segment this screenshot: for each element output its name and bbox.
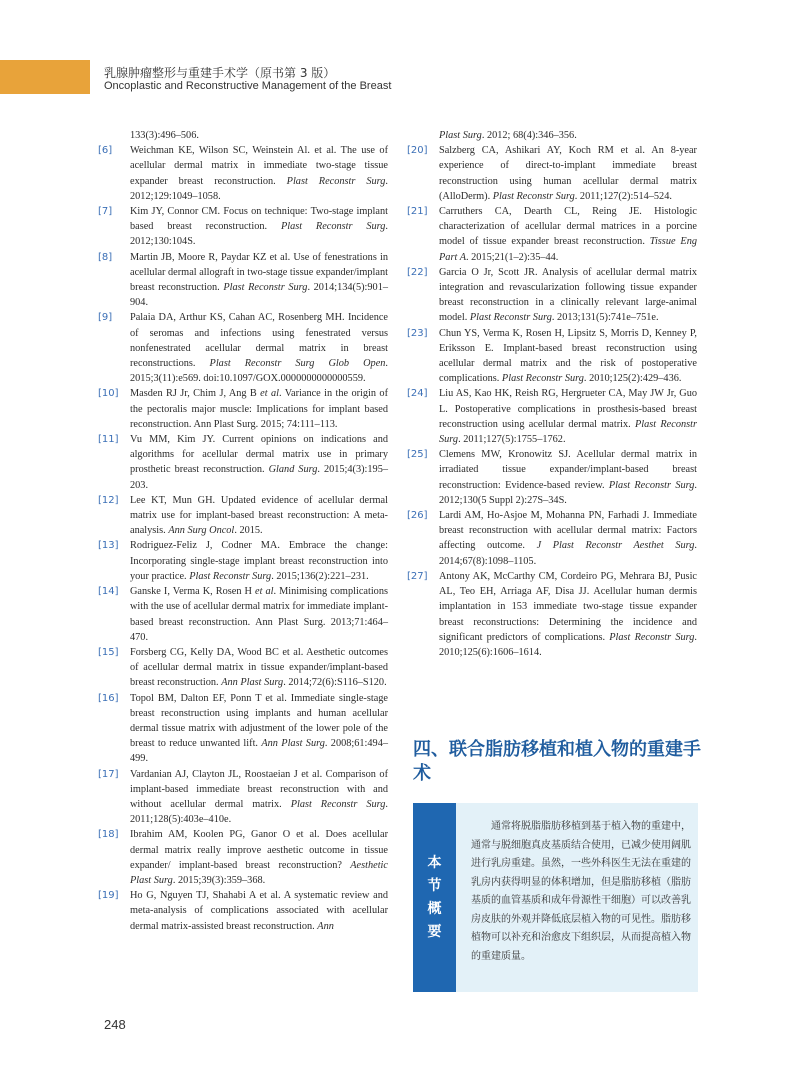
reference-number: [17] — [98, 768, 119, 780]
reference-item — [98, 143, 388, 204]
reference-journal: Plast Surg — [439, 130, 482, 141]
reference-number: [22] — [407, 266, 428, 278]
reference-number: [13] — [98, 540, 119, 552]
reference-text — [130, 829, 388, 886]
summary-text: 通常将脱脂脂肪移植到基于植入物的重建中，通常与脱细胞真皮基质结合使用，已减少使用阔肌进行乳房重建。虽然，一些外科医生无法在重建的乳房内获得明显的体积增加，但是脂肪移植（脂肪基质的血管基质和成年骨源性干细胞）可以改善乳房皮肤的外观并降低底层植入物的可见性。脂肪移植物可以补充和治愈皮下组织层，从而提高植入物的重建质量。 — [471, 821, 691, 962]
reference-journal: Plast Reconstr Surg — [280, 221, 386, 233]
summary-label-char: 节 — [427, 877, 442, 894]
summary-label-char: 概 — [427, 900, 442, 917]
reference-number: [26] — [407, 510, 428, 522]
reference-authors-title: Lee KT, Mun GH. Updated evidence of acellular dermal matrix use for implant-based breast reconstruction: A meta-analysis. — [130, 494, 388, 537]
reference-tail: . 2015;4(3):195–203. — [130, 464, 389, 491]
reference-journal: Plast Reconstr Surg — [492, 190, 575, 202]
reference-column-right — [407, 128, 697, 660]
reference-number: [27] — [407, 570, 428, 582]
reference-authors-title: Vu MM, Kim JY. Current opinions on indications and algorithms for acellular dermal matrix use in primary prosthetic breast reconstruction. — [130, 434, 388, 476]
reference-text — [130, 890, 388, 931]
reference-item — [98, 691, 388, 767]
reference-item — [98, 493, 388, 539]
summary-label-char: 本 — [427, 854, 442, 871]
reference-journal: J Plast Reconstr Aesthet Surg — [536, 540, 695, 552]
reference-journal: Plast Reconstr Surg — [223, 282, 308, 294]
reference-number: [18] — [98, 829, 119, 841]
reference-authors-title: Lardi AM, Ho-Asjoe M, Mohanna PN, Farhadi J. Immediate breast reconstruction with acellular dermal matrix: Factors affecting outcome. — [439, 510, 697, 552]
running-header-english: Oncoplastic and Reconstructive Management of the Breast — [104, 80, 392, 92]
reference-journal: Plast Reconstr Surg — [608, 479, 695, 491]
reference-number: [20] — [407, 145, 428, 157]
reference-tail: . 2011;127(5):1755–1762. — [458, 434, 566, 446]
reference-number: [7] — [98, 206, 113, 218]
reference-tail: . 2012;129:1049–1058. — [130, 175, 388, 202]
reference-text — [439, 267, 697, 324]
reference-text — [130, 693, 388, 765]
reference-list-left — [98, 143, 389, 934]
reference-tail: . 2013;131(5):741e–751e. — [551, 312, 659, 324]
reference-item — [407, 569, 697, 660]
reference-journal: Ann Plast Surg — [221, 677, 284, 689]
reference-number: [8] — [98, 251, 113, 263]
reference-number: [10] — [98, 388, 119, 400]
reference-journal: Gland Surg — [268, 464, 318, 476]
reference-authors-title: Antony AK, McCarthy CM, Cordeiro PG, Mehrara BJ, Pusic AL, Teo EH, Arriaga AF, Disa JJ. Acellular human dermis implantation in 153 immediate two-stage tissue expander breast reconstructions: Determining the incidence and significant predictors of complications. — [439, 570, 697, 643]
reference-authors-title: Kim JY, Connor CM. Focus on technique: Two-stage implant based breast reconstruction. — [130, 206, 388, 233]
reference-authors-title: Masden RJ Jr, Chim J, Ang B — [130, 388, 261, 400]
reference-authors-title: Palaia DA, Arthur KS, Cahan AC, Rosenberg MH. Incidence of seromas and infections using fenestrated versus nonfenestrated acellular dermal matrix in breast reconstructions. — [130, 312, 388, 370]
reference-number: [19] — [98, 890, 119, 902]
reference-item — [98, 310, 388, 386]
reference-item — [98, 645, 388, 691]
reference-tail: . Variance in the origin of the pectoralis major muscle: Implications for implant based reconstruction. Ann Plast Surg. 2015; 74:111–113. — [130, 388, 388, 430]
reference-tail: . 2015. — [234, 525, 263, 537]
header-tab-decoration — [0, 60, 90, 94]
reference-continuation: 133(3):496–506. — [130, 130, 199, 141]
reference-number: [9] — [98, 312, 113, 324]
reference-item — [98, 250, 388, 311]
reference-column-left — [98, 128, 389, 934]
reference-item — [407, 265, 697, 326]
reference-tail: . 2014;134(5):901–904. — [130, 282, 388, 309]
reference-journal: Plast Reconstr Surg — [439, 418, 697, 446]
reference-item — [98, 432, 389, 493]
reference-journal: Ann Surg Oncol — [168, 525, 235, 537]
reference-tail: . 2014;67(8):1098–1105. — [439, 540, 697, 567]
reference-tail: . 2012;130:104S. — [130, 221, 388, 248]
reference-tail: . 2015;39(3):359–368. — [172, 874, 266, 886]
reference-text — [130, 252, 388, 309]
reference-tail: . 2011;128(5):403e–410e. — [130, 798, 388, 826]
reference-item — [407, 204, 697, 265]
reference-authors-title: Topol BM, Dalton EF, Ponn T et al. Immediate single-stage breast reconstruction using implants and human acellular dermal tissue matrix with adjustment of the lower pole of the breast to reduce unwanted lift. — [130, 692, 388, 750]
reference-authors-title: Liu AS, Kao HK, Reish RG, Hergrueter CA, May JW Jr, Guo L. Postoperative complications in prosthesis-based breast reconstruction using acellular dermal matrix. — [439, 388, 697, 430]
reference-tail: . 2012; 68(4):346–356. — [481, 130, 577, 141]
reference-number: [14] — [98, 586, 119, 598]
reference-item — [98, 767, 388, 828]
reference-tail: . 2011;127(2):514–524. — [574, 190, 672, 202]
reference-journal: Plast Reconstr Surg — [286, 175, 386, 187]
reference-journal: et al — [260, 388, 279, 400]
reference-authors-title: Vardanian AJ, Clayton JL, Roostaeian J et al. Comparison of implant-based immediate breast reconstruction with and without acellular dermal matrix. — [130, 768, 388, 810]
reference-number: [12] — [98, 494, 119, 506]
reference-authors-title: Ganske I, Verma K, Rosen H — [130, 586, 256, 598]
reference-text — [130, 540, 388, 581]
reference-authors-title: Carruthers CA, Dearth CL, Reing JE. Histologic characterization of acellular dermal matrices in a porcine model of tissue expander breast reconstruction. — [439, 206, 697, 248]
reference-journal: Plast Reconstr Surg Glob Open — [209, 358, 386, 370]
reference-item — [98, 538, 388, 584]
reference-authors-title: Chun YS, Verma K, Rosen H, Lipsitz S, Morris D, Kenney P, Eriksson E. Implant-based breast reconstruction using acellular dermal matrix and the risk of postoperative complications. — [439, 327, 697, 385]
reference-item — [407, 326, 697, 387]
reference-tail: . 2010;125(6):1606–1614. — [439, 631, 697, 658]
reference-item — [407, 386, 697, 447]
reference-journal: Aesthetic Plast Surg — [130, 859, 388, 886]
reference-authors-title: Martin JB, Moore R, Paydar KZ et al. Use of fenestrations in acellular dermal allograft in two-stage tissue expander/implant breast reconstruction. — [130, 251, 388, 294]
reference-item — [98, 386, 388, 432]
reference-item — [407, 143, 697, 204]
reference-text — [439, 510, 697, 567]
reference-authors-title: Salzberg CA, Ashikari AY, Koch RM et al. An 8-year experience of direct-to-implant immediate breast reconstruction using human acellular dermal matrix (AlloDerm). — [439, 145, 697, 202]
summary-label-char: 要 — [427, 923, 442, 940]
reference-text — [439, 206, 697, 263]
reference-journal: Ann Plast Surg — [261, 738, 325, 750]
reference-text — [439, 571, 697, 658]
reference-text — [130, 586, 388, 643]
reference-tail: . 2008;61:494–499. — [130, 738, 388, 765]
reference-journal: Plast Reconstr Surg — [469, 312, 552, 324]
reference-authors-title: Garcia O Jr, Scott JR. Analysis of acellular dermal matrix integration and revascularization following tissue expander breast reconstruction in a clinically relevant large-animal model. — [439, 266, 697, 324]
summary-label — [413, 803, 456, 992]
reference-tail: . 2012;130(5 Suppl 2):27S–34S. — [439, 479, 697, 506]
reference-text — [130, 434, 388, 491]
reference-authors-title: Clemens MW, Kronowitz SJ. Acellular dermal matrix in irradiated tissue expander/implant-based breast reconstruction: Evidence-based review. — [439, 449, 697, 491]
reference-number: [16] — [98, 692, 119, 704]
section-summary-box — [413, 803, 698, 992]
reference-number: [11] — [98, 434, 119, 446]
reference-authors-title: Weichman KE, Wilson SC, Weinstein Al. et al. The use of acellular dermal matrix in immediate two-stage tissue expander breast reconstruction. — [130, 145, 388, 187]
reference-number: [15] — [98, 646, 119, 658]
reference-tail: . 2010;125(2):429–436. — [583, 373, 682, 385]
reference-continuation — [413, 128, 697, 143]
reference-tail: . 2015;136(2):221–231. — [271, 570, 369, 582]
reference-authors-title: Ho G, Nguyen TJ, Shahabi A et al. A systematic review and meta-analysis of complications associated with acellular dermal matrix-assisted breast reconstruction. — [130, 890, 388, 932]
reference-text — [439, 145, 697, 202]
reference-journal: Tissue Eng Part A — [439, 236, 697, 263]
reference-text — [130, 495, 388, 536]
reference-tail: . 2015;3(11):e569. doi:10.1097/GOX.0000000000000559. — [130, 358, 388, 385]
reference-number: [6] — [98, 145, 113, 157]
reference-journal: Plast Reconstr Surg — [290, 798, 386, 810]
reference-journal: Ann — [317, 920, 334, 932]
reference-journal: Plast Reconstr Surg — [501, 373, 584, 385]
reference-number: [24] — [407, 388, 428, 400]
reference-list-right — [407, 143, 697, 660]
reference-text — [439, 328, 697, 385]
reference-number: [23] — [407, 327, 428, 339]
reference-text — [130, 312, 388, 384]
reference-item — [98, 888, 388, 934]
reference-text — [130, 145, 388, 202]
reference-text — [130, 769, 388, 826]
reference-tail: . 2015;21(1–2):35–44. — [465, 251, 559, 263]
reference-tail: . Minimising complications with the use of acellular dermal matrix for immediate implant-based breast reconstruction. Ann Plast Surg. 2013;71:464–470. — [130, 586, 388, 643]
reference-text — [130, 388, 388, 429]
reference-authors-title: Forsberg CG, Kelly DA, Wood BC et al. Aesthetic outcomes of acellular dermal matrix in tissue expander/implant-based breast reconstruction. — [130, 646, 388, 689]
reference-authors-title: Ibrahim AM, Koolen PG, Ganor O et al. Does acellular dermal matrix really improve aesthetic outcome in tissue expander/ implant-based breast reconstruction? — [130, 829, 388, 871]
reference-item — [98, 204, 388, 250]
reference-item — [98, 584, 388, 645]
reference-text — [130, 206, 388, 247]
reference-item — [407, 447, 697, 508]
reference-item — [98, 827, 388, 888]
reference-number: [25] — [407, 449, 428, 461]
reference-number: [21] — [407, 206, 428, 218]
section-heading: 四、联合脂肪移植和植入物的重建手术 — [413, 739, 701, 784]
reference-tail: . 2014;72(6):S116–S120. — [283, 677, 387, 689]
reference-text — [130, 647, 388, 688]
reference-journal: et al — [255, 586, 274, 598]
reference-item — [407, 508, 697, 569]
reference-authors-title: Rodriguez-Feliz J, Codner MA. Embrace the change: Incorporating single-stage implant breast reconstruction into your practice. — [130, 540, 388, 582]
reference-journal: Plast Reconstr Surg — [189, 570, 272, 582]
reference-text — [439, 388, 697, 445]
page-number: 248 — [104, 1017, 126, 1032]
reference-journal: Plast Reconstr Surg — [609, 631, 695, 643]
running-header-chinese: 乳腺肿瘤整形与重建手术学（原书第 3 版） — [104, 66, 336, 80]
reference-text — [439, 449, 697, 506]
